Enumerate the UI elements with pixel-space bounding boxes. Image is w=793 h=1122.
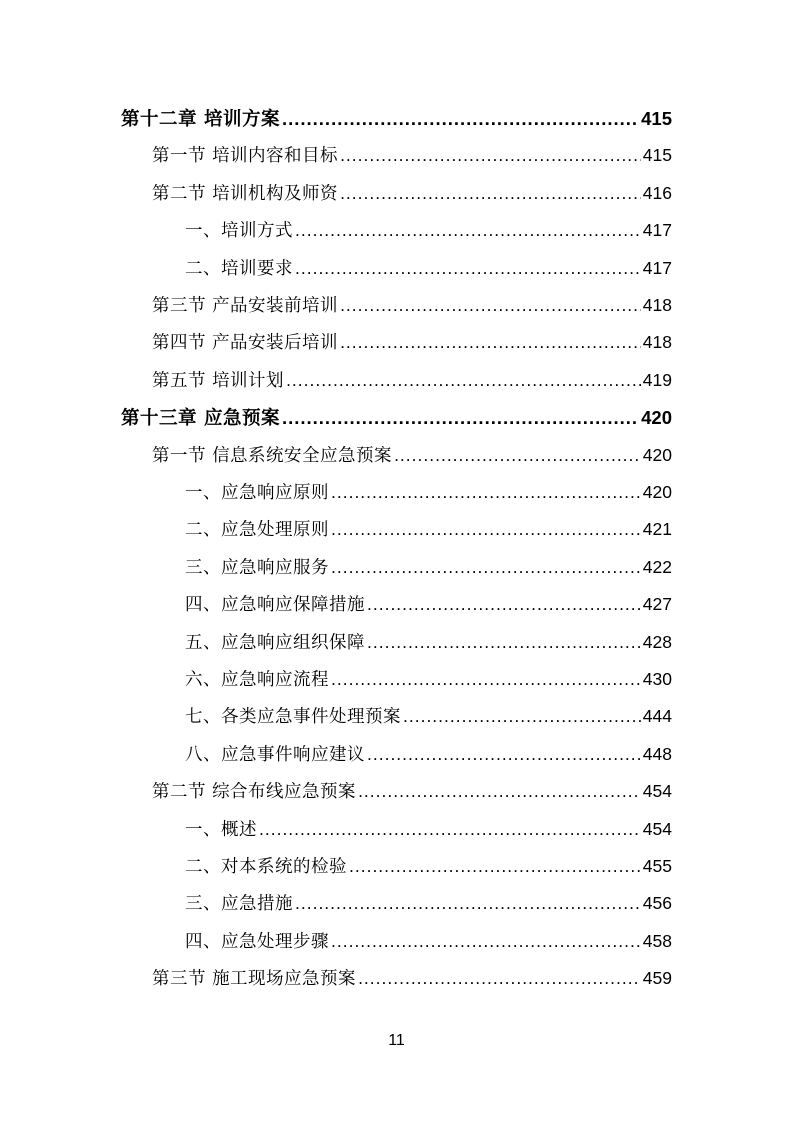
- toc-entry[interactable]: [152, 287, 672, 325]
- toc-entry-label: 一、应急响应原则: [185, 483, 329, 503]
- toc-entry[interactable]: [185, 549, 672, 587]
- toc-leader-dots: [340, 287, 641, 325]
- toc-entry-label: 第十二章 培训方案: [121, 109, 280, 130]
- toc-leader-dots: [340, 137, 641, 175]
- toc-entry[interactable]: [185, 736, 672, 774]
- toc-entry-label: 第二节 综合布线应急预案: [152, 782, 357, 803]
- toc-entry-label: 七、各类应急事件处理预案: [185, 707, 401, 728]
- toc-entry[interactable]: [152, 960, 672, 998]
- toc-leader-dots: [295, 212, 641, 250]
- toc-entry-page: 415: [642, 145, 672, 166]
- toc-entry-page: 420: [641, 407, 672, 429]
- toc-entry-page: 456: [642, 893, 672, 914]
- toc-leader-dots: [403, 698, 641, 736]
- toc-entry-page: 419: [642, 369, 672, 390]
- toc-entry-label: 二、对本系统的检验: [185, 857, 347, 877]
- toc-leader-dots: [340, 175, 641, 213]
- toc-leader-dots: [367, 736, 641, 774]
- toc-entry-label: 第一节 培训内容和目标: [152, 146, 339, 167]
- toc-entry-page: 455: [642, 856, 672, 876]
- toc-entry[interactable]: [185, 624, 672, 662]
- toc-entry-page: 427: [642, 594, 672, 615]
- page-number: 11: [388, 1032, 405, 1049]
- toc-entry-label: 六、应急响应流程: [185, 670, 329, 690]
- toc-entry-label: 八、应急事件响应建议: [185, 744, 365, 765]
- toc-leader-dots: [295, 885, 641, 923]
- toc-entry-label: 四、应急处理步骤: [185, 931, 329, 952]
- toc-entry-label: 三、应急措施: [185, 894, 293, 915]
- toc-entry-label: 第四节 产品安装后培训: [152, 333, 339, 354]
- toc-entry-label: 一、概述: [185, 819, 257, 840]
- toc-leader-dots: [282, 100, 639, 138]
- toc-entry-page: 444: [642, 706, 672, 727]
- toc-entry[interactable]: [185, 474, 672, 512]
- toc-entry-label: 第三节 产品安装前培训: [152, 296, 339, 316]
- toc-entry-page: 420: [642, 444, 672, 465]
- toc-entry[interactable]: [185, 885, 672, 923]
- toc-entry[interactable]: [185, 848, 672, 886]
- toc-entry-page: 421: [642, 519, 672, 540]
- toc-entry-page: 418: [642, 332, 672, 353]
- toc-entry-label: 二、培训要求: [185, 258, 293, 279]
- toc-entry-page: 415: [641, 108, 672, 129]
- toc-entry-label: 三、应急响应服务: [185, 557, 329, 578]
- toc-leader-dots: [358, 960, 641, 998]
- toc-entry-label: 五、应急响应组织保障: [185, 632, 365, 653]
- toc-entry-label: 第三节 施工现场应急预案: [152, 969, 357, 990]
- toc-entry[interactable]: [185, 250, 672, 288]
- toc-leader-dots: [331, 661, 641, 699]
- toc-entry-label: 四、应急响应保障措施: [185, 595, 365, 616]
- toc-leader-dots: [331, 923, 641, 961]
- toc-entry[interactable]: [152, 175, 672, 213]
- toc-leader-dots: [286, 362, 641, 400]
- toc-leader-dots: [295, 250, 641, 288]
- toc-entry[interactable]: [152, 773, 672, 811]
- toc-entry-page: 420: [642, 482, 672, 502]
- toc-leader-dots: [331, 511, 641, 549]
- toc-entry-page: 458: [642, 930, 672, 951]
- toc-entry[interactable]: [152, 137, 672, 175]
- toc-entry-label: 第五节 培训计划: [152, 370, 285, 391]
- toc-entry[interactable]: [185, 511, 672, 549]
- toc-entry-page: 459: [642, 968, 672, 989]
- toc-entry-page: 430: [642, 669, 672, 689]
- toc-entry[interactable]: [121, 399, 672, 437]
- toc-entry[interactable]: [152, 362, 672, 400]
- toc-leader-dots: [358, 773, 641, 811]
- toc-entry-page: 417: [642, 220, 672, 241]
- toc-entry-label: 第十三章 应急预案: [121, 408, 280, 430]
- toc-entry[interactable]: [185, 661, 672, 699]
- toc-entry-label: 第二节 培训机构及师资: [152, 183, 339, 204]
- toc-entry-page: 454: [642, 781, 672, 802]
- toc-entry[interactable]: [185, 586, 672, 624]
- toc-entry-page: 418: [642, 295, 672, 315]
- toc-entry-page: 422: [642, 556, 672, 577]
- toc-leader-dots: [394, 437, 641, 475]
- toc-leader-dots: [367, 624, 641, 662]
- toc-entry-page: 428: [642, 631, 672, 652]
- toc-entry[interactable]: [185, 698, 672, 736]
- toc-entry-label: 二、应急处理原则: [185, 520, 329, 541]
- toc-entry-label: 一、培训方式: [185, 221, 293, 242]
- toc-entry-page: 416: [642, 182, 672, 203]
- toc-entry-label: 第一节 信息系统安全应急预案: [152, 445, 393, 466]
- toc-entry-page: 448: [642, 743, 672, 764]
- toc-leader-dots: [367, 586, 641, 624]
- toc-leader-dots: [331, 474, 641, 512]
- toc-leader-dots: [340, 324, 641, 362]
- toc-entry-page: 417: [642, 257, 672, 278]
- toc-entry[interactable]: [152, 437, 672, 475]
- toc-leader-dots: [282, 399, 639, 437]
- toc-entry[interactable]: [121, 100, 672, 138]
- toc-leader-dots: [331, 549, 641, 587]
- toc-entry[interactable]: [185, 811, 672, 849]
- toc-entry[interactable]: [185, 923, 672, 961]
- toc-entry[interactable]: [185, 212, 672, 250]
- toc-leader-dots: [259, 811, 641, 849]
- toc-entry-page: 454: [642, 818, 672, 839]
- toc-leader-dots: [349, 848, 641, 886]
- toc-entry[interactable]: [152, 324, 672, 362]
